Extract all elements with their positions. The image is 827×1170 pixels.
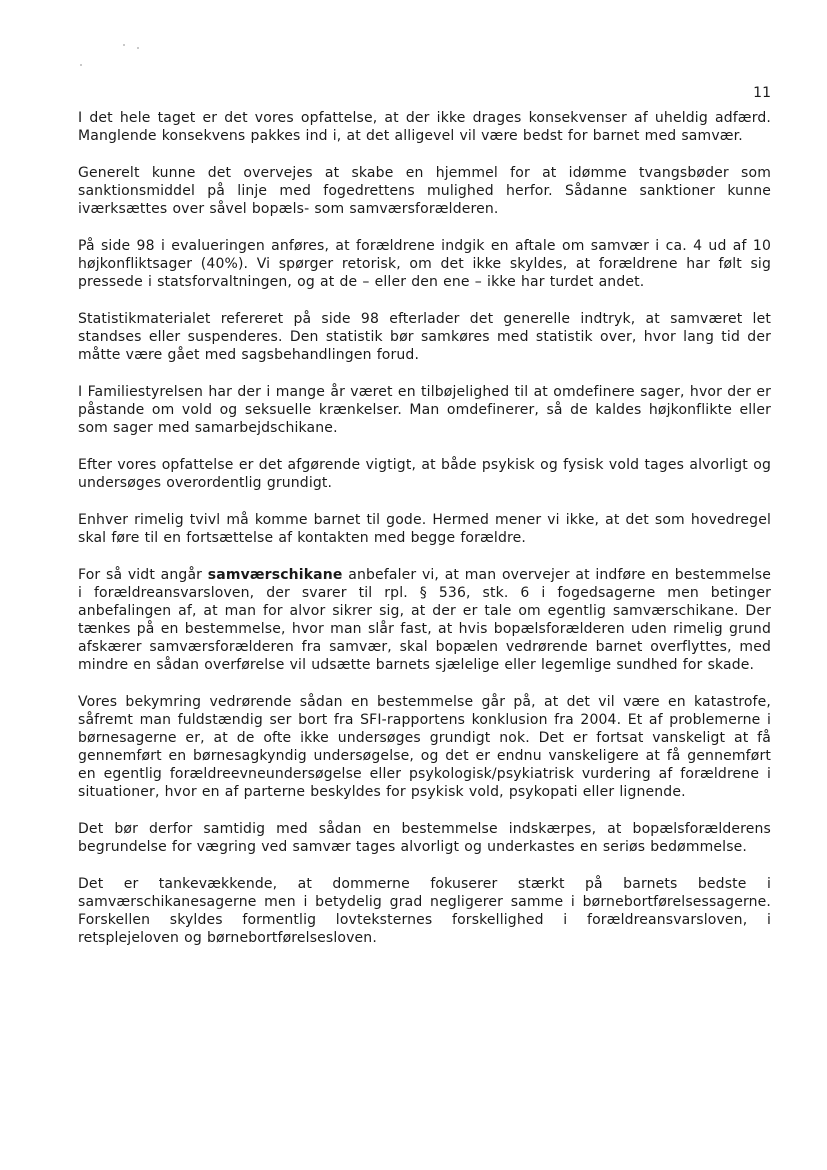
paragraph-text: Vores bekymring vedrørende sådan en bestemmelse går på, at det vil være en katastrofe, såfremt man fuldstændig ser bort fra SFI-rapportens konklusion fra 2004. Et af problemerne i børnesagerne er, at de ofte ikke undersøges grundigt nok. Det er fortsat vanskeligt at få gennemført en børnesagkyndig undersøgelse, og det er endnu vanskeligere at få gennemført en egentlig forældreevneundersøgelse eller psykologisk/psykiatrisk vurdering af forældrene i situationer, hvor en af parterne beskyldes for psykisk vold, psykopati eller lignende. <box>78 694 771 800</box>
paragraph-text: Det bør derfor samtidig med sådan en bestemmelse indskærpes, at bopælsforælderens begrundelse for vægring ved samvær tages alvorligt og underkastes en seriøs bedømmelse. <box>78 821 771 855</box>
body-paragraph <box>78 875 771 947</box>
body-paragraph <box>78 164 771 218</box>
body-paragraph <box>78 310 771 364</box>
paragraph-text: anbefaler vi, at man overvejer at indføre en bestemmelse i forældreansvarsloven, der svarer til rpl. § 536, stk. 6 i fogedsagerne men betinger anbefalingen af, at man for alvor sikrer sig, at der er tale om egentlig samværschikane. Der tænkes på en bestemmelse, hvor man slår fast, at hvis bopælsforælderen uden rimelig grund afskærer samværsforælderen fra samvær, skal bopælen vedrørende barnet overflyttes, med mindre en sådan overførelse vil udsætte barnets sjælelige eller legemlige sundhed for skade. <box>78 567 771 673</box>
paragraph-text: På side 98 i evalueringen anføres, at forældrene indgik en aftale om samvær i ca. 4 ud af 10 højkonfliktsager (40%). Vi spørger retorisk, om det ikke skyldes, at forældrene har følt sig pressede i statsforvaltningen, og at de – eller den ene – ikke har turdet andet. <box>78 238 771 290</box>
scan-speck <box>123 44 125 46</box>
body-paragraph <box>78 237 771 291</box>
paragraph-text: Enhver rimelig tvivl må komme barnet til gode. Hermed mener vi ikke, at det som hovedregel skal føre til en fortsættelse af kontakten med begge forældre. <box>78 512 771 546</box>
body-paragraph <box>78 383 771 437</box>
scan-speck <box>137 47 139 49</box>
paragraph-text: Generelt kunne det overvejes at skabe en hjemmel for at idømme tvangsbøder som sanktionsmiddel på linje med fogedrettens mulighed herfor. Sådanne sanktioner kunne iværksættes over såvel bopæls- som samværsforælderen. <box>78 165 771 217</box>
body-paragraph <box>78 511 771 547</box>
paragraph-text: Det er tankevækkende, at dommerne fokuserer stærkt på barnets bedste i samværschikanesagerne men i betydelig grad negligerer samme i børnebortførelsessagerne. Forskellen skyldes formentlig lovteksternes forskellighed i forældreansvarsloven, i retsplejeloven og børnebortførelsesloven. <box>78 876 771 946</box>
document-body <box>78 109 771 966</box>
paragraph-text: Statistikmaterialet refereret på side 98 efterlader det generelle indtryk, at samværet let standses eller suspenderes. Den statistik bør samkøres med statistik over, hvor lang tid der måtte være gået med sagsbehandlingen forud. <box>78 311 771 363</box>
body-paragraph <box>78 693 771 801</box>
body-paragraph <box>78 456 771 492</box>
paragraph-text: Efter vores opfattelse er det afgørende vigtigt, at både psykisk og fysisk vold tages alvorligt og undersøges overordentlig grundigt. <box>78 457 771 491</box>
emphasized-term: samværschikane <box>207 567 343 583</box>
paragraph-text: For så vidt angår <box>78 567 208 583</box>
body-paragraph <box>78 566 771 674</box>
page-number: 11 <box>753 85 771 101</box>
scan-speck <box>80 64 82 66</box>
paragraph-text: I det hele taget er det vores opfattelse, at der ikke drages konsekvenser af uheldig adfærd. Manglende konsekvens pakkes ind i, at det alligevel vil være bedst for barnet med samvær. <box>78 110 771 144</box>
paragraph-text: I Familiestyrelsen har der i mange år været en tilbøjelighed til at omdefinere sager, hvor der er påstande om vold og seksuelle krænkelser. Man omdefinerer, så de kaldes højkonflikte eller som sager med samarbejdschikane. <box>78 384 771 436</box>
body-paragraph <box>78 820 771 856</box>
body-paragraph <box>78 109 771 145</box>
